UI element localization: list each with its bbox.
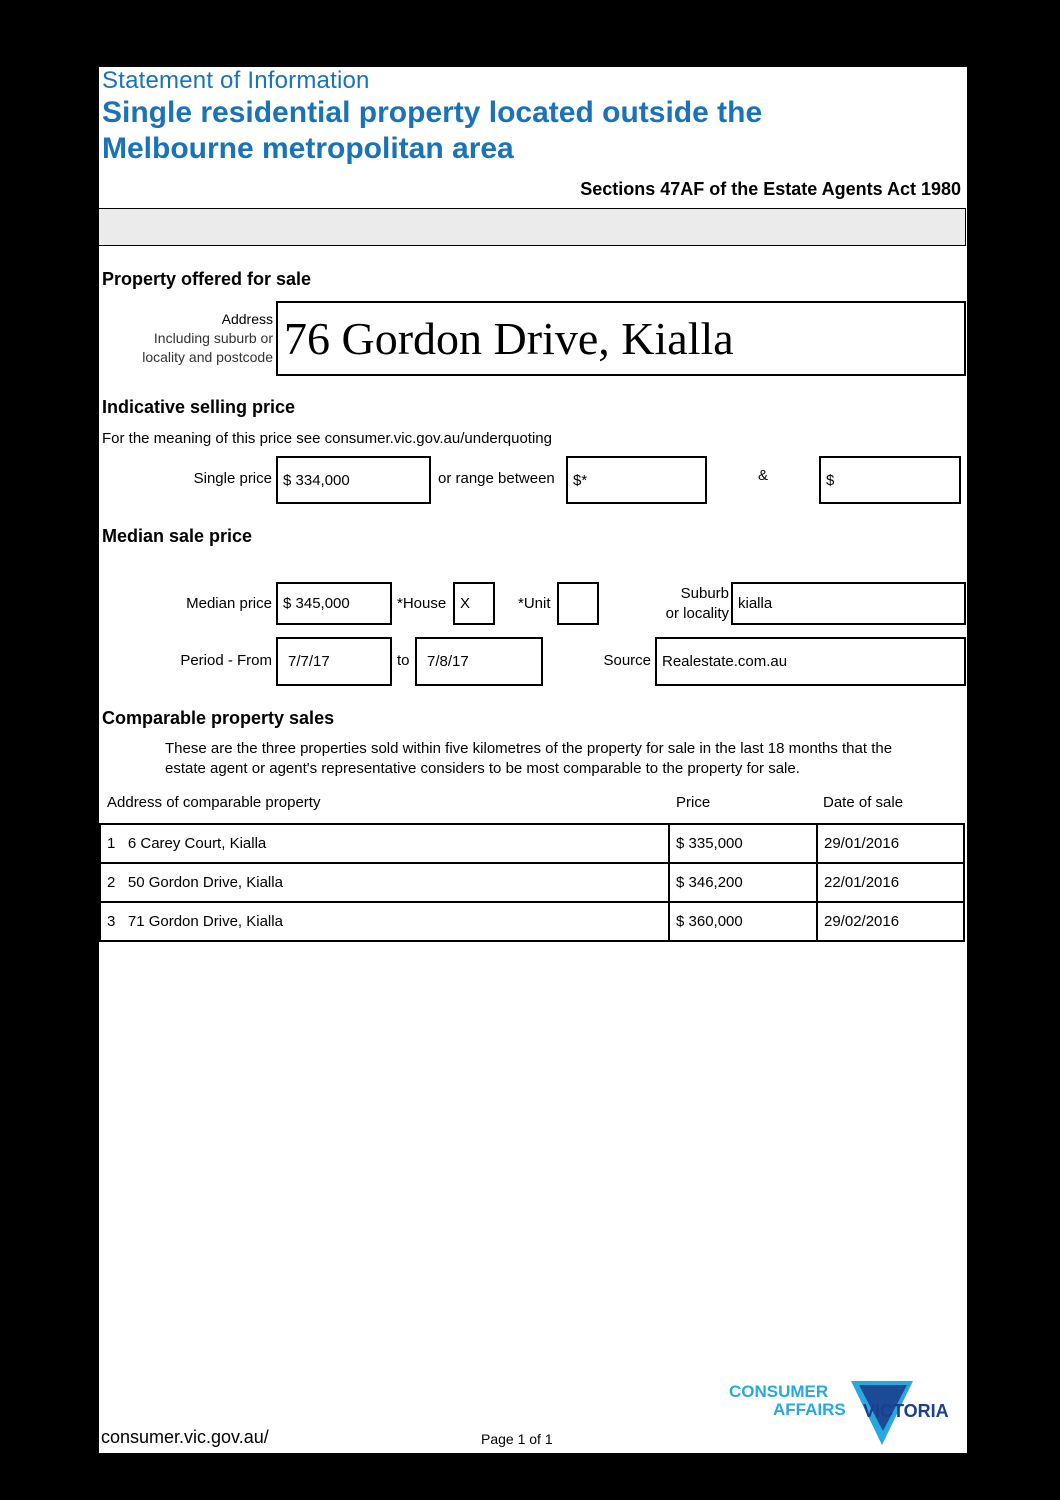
range-label: or range between (438, 470, 555, 487)
col-header-date: Date of sale (823, 794, 904, 811)
median-price-field[interactable]: $ 345,000 (276, 582, 392, 625)
address-label: Address (221, 311, 273, 327)
logo-victoria: VICTORIA (863, 1401, 949, 1421)
period-from-label: Period - From (180, 652, 272, 669)
col-header-address: Address of comparable property (107, 794, 321, 811)
property-heading: Property offered for sale (102, 269, 312, 289)
single-price-label: Single price (193, 470, 272, 487)
title-line-2: Melbourne metropolitan area (102, 132, 514, 165)
row-address-cell (100, 824, 669, 863)
row-address-cell (100, 863, 669, 902)
table-row (100, 824, 964, 863)
price-meaning-note: For the meaning of this price see consumer.vic.gov.au/underquoting (102, 430, 552, 447)
row-address[interactable]: 71 Gordon Drive, Kialla (127, 913, 283, 930)
unit-label: *Unit (518, 595, 551, 612)
footer-url[interactable]: consumer.vic.gov.au/ (101, 1427, 269, 1447)
statement-label: Statement of Information (102, 67, 370, 94)
row-address[interactable]: 50 Gordon Drive, Kialla (127, 874, 283, 891)
row-date[interactable]: 29/01/2016 (817, 824, 964, 863)
range-to-field[interactable]: $ (819, 456, 961, 504)
page-title (102, 95, 762, 167)
row-date[interactable]: 29/02/2016 (817, 902, 964, 941)
table-row (100, 863, 964, 902)
title-line-1: Single residential property located outside the (102, 96, 763, 129)
period-from-field[interactable]: 7/7/17 (276, 637, 392, 686)
row-date[interactable]: 22/01/2016 (817, 863, 964, 902)
single-price-field[interactable]: $ 334,000 (276, 456, 431, 504)
range-ampersand: & (758, 467, 769, 484)
comparable-heading: Comparable property sales (102, 708, 335, 728)
row-address-cell (100, 902, 669, 941)
comparable-desc-line-2: estate agent or agent's representative considers to be most comparable to the property for sale. (165, 760, 800, 777)
comparable-description (165, 739, 955, 779)
logo-text (729, 1383, 846, 1419)
act-sections: Sections 47AF of the Estate Agents Act 1980 (580, 179, 961, 199)
median-price-label: Median price (186, 595, 272, 612)
row-address[interactable]: 6 Carey Court, Kialla (127, 835, 267, 852)
logo-line-2: AFFAIRS (773, 1400, 846, 1419)
suburb-label-2: or locality (665, 605, 729, 622)
range-from-field[interactable]: $* (566, 456, 707, 504)
source-label: Source (603, 652, 651, 669)
comparable-desc-line-1: These are the three properties sold within five kilometres of the property for sale in the last 18 months that the (165, 740, 893, 757)
house-label: *House (397, 595, 447, 612)
period-to-field[interactable]: 7/8/17 (415, 637, 543, 686)
row-price[interactable]: $ 346,200 (669, 863, 817, 902)
row-number: 2 (107, 874, 116, 891)
address-hint-2: locality and postcode (142, 349, 273, 365)
source-field[interactable]: Realestate.com.au (655, 637, 966, 686)
page-number: Page 1 of 1 (481, 1431, 553, 1447)
row-number: 3 (107, 913, 116, 930)
address-field[interactable]: 76 Gordon Drive, Kialla (276, 301, 966, 376)
grey-banner (99, 208, 966, 246)
house-checkbox[interactable]: X (453, 582, 495, 625)
logo-line-1: CONSUMER (729, 1382, 829, 1401)
col-header-price: Price (676, 794, 711, 811)
consumer-affairs-victoria-logo (727, 1373, 967, 1453)
unit-checkbox[interactable] (557, 582, 599, 625)
row-number: 1 (107, 835, 116, 852)
row-price[interactable]: $ 335,000 (669, 824, 817, 863)
row-price[interactable]: $ 360,000 (669, 902, 817, 941)
suburb-field[interactable]: kialla (731, 582, 966, 625)
document-page (99, 67, 967, 1453)
median-heading: Median sale price (102, 526, 253, 546)
address-hint-1: Including suburb or (153, 330, 273, 346)
table-row (100, 902, 964, 941)
period-to-label: to (397, 652, 410, 669)
indicative-heading: Indicative selling price (102, 397, 296, 417)
suburb-label-1: Suburb (680, 585, 729, 602)
comparable-sales-table (99, 823, 965, 942)
